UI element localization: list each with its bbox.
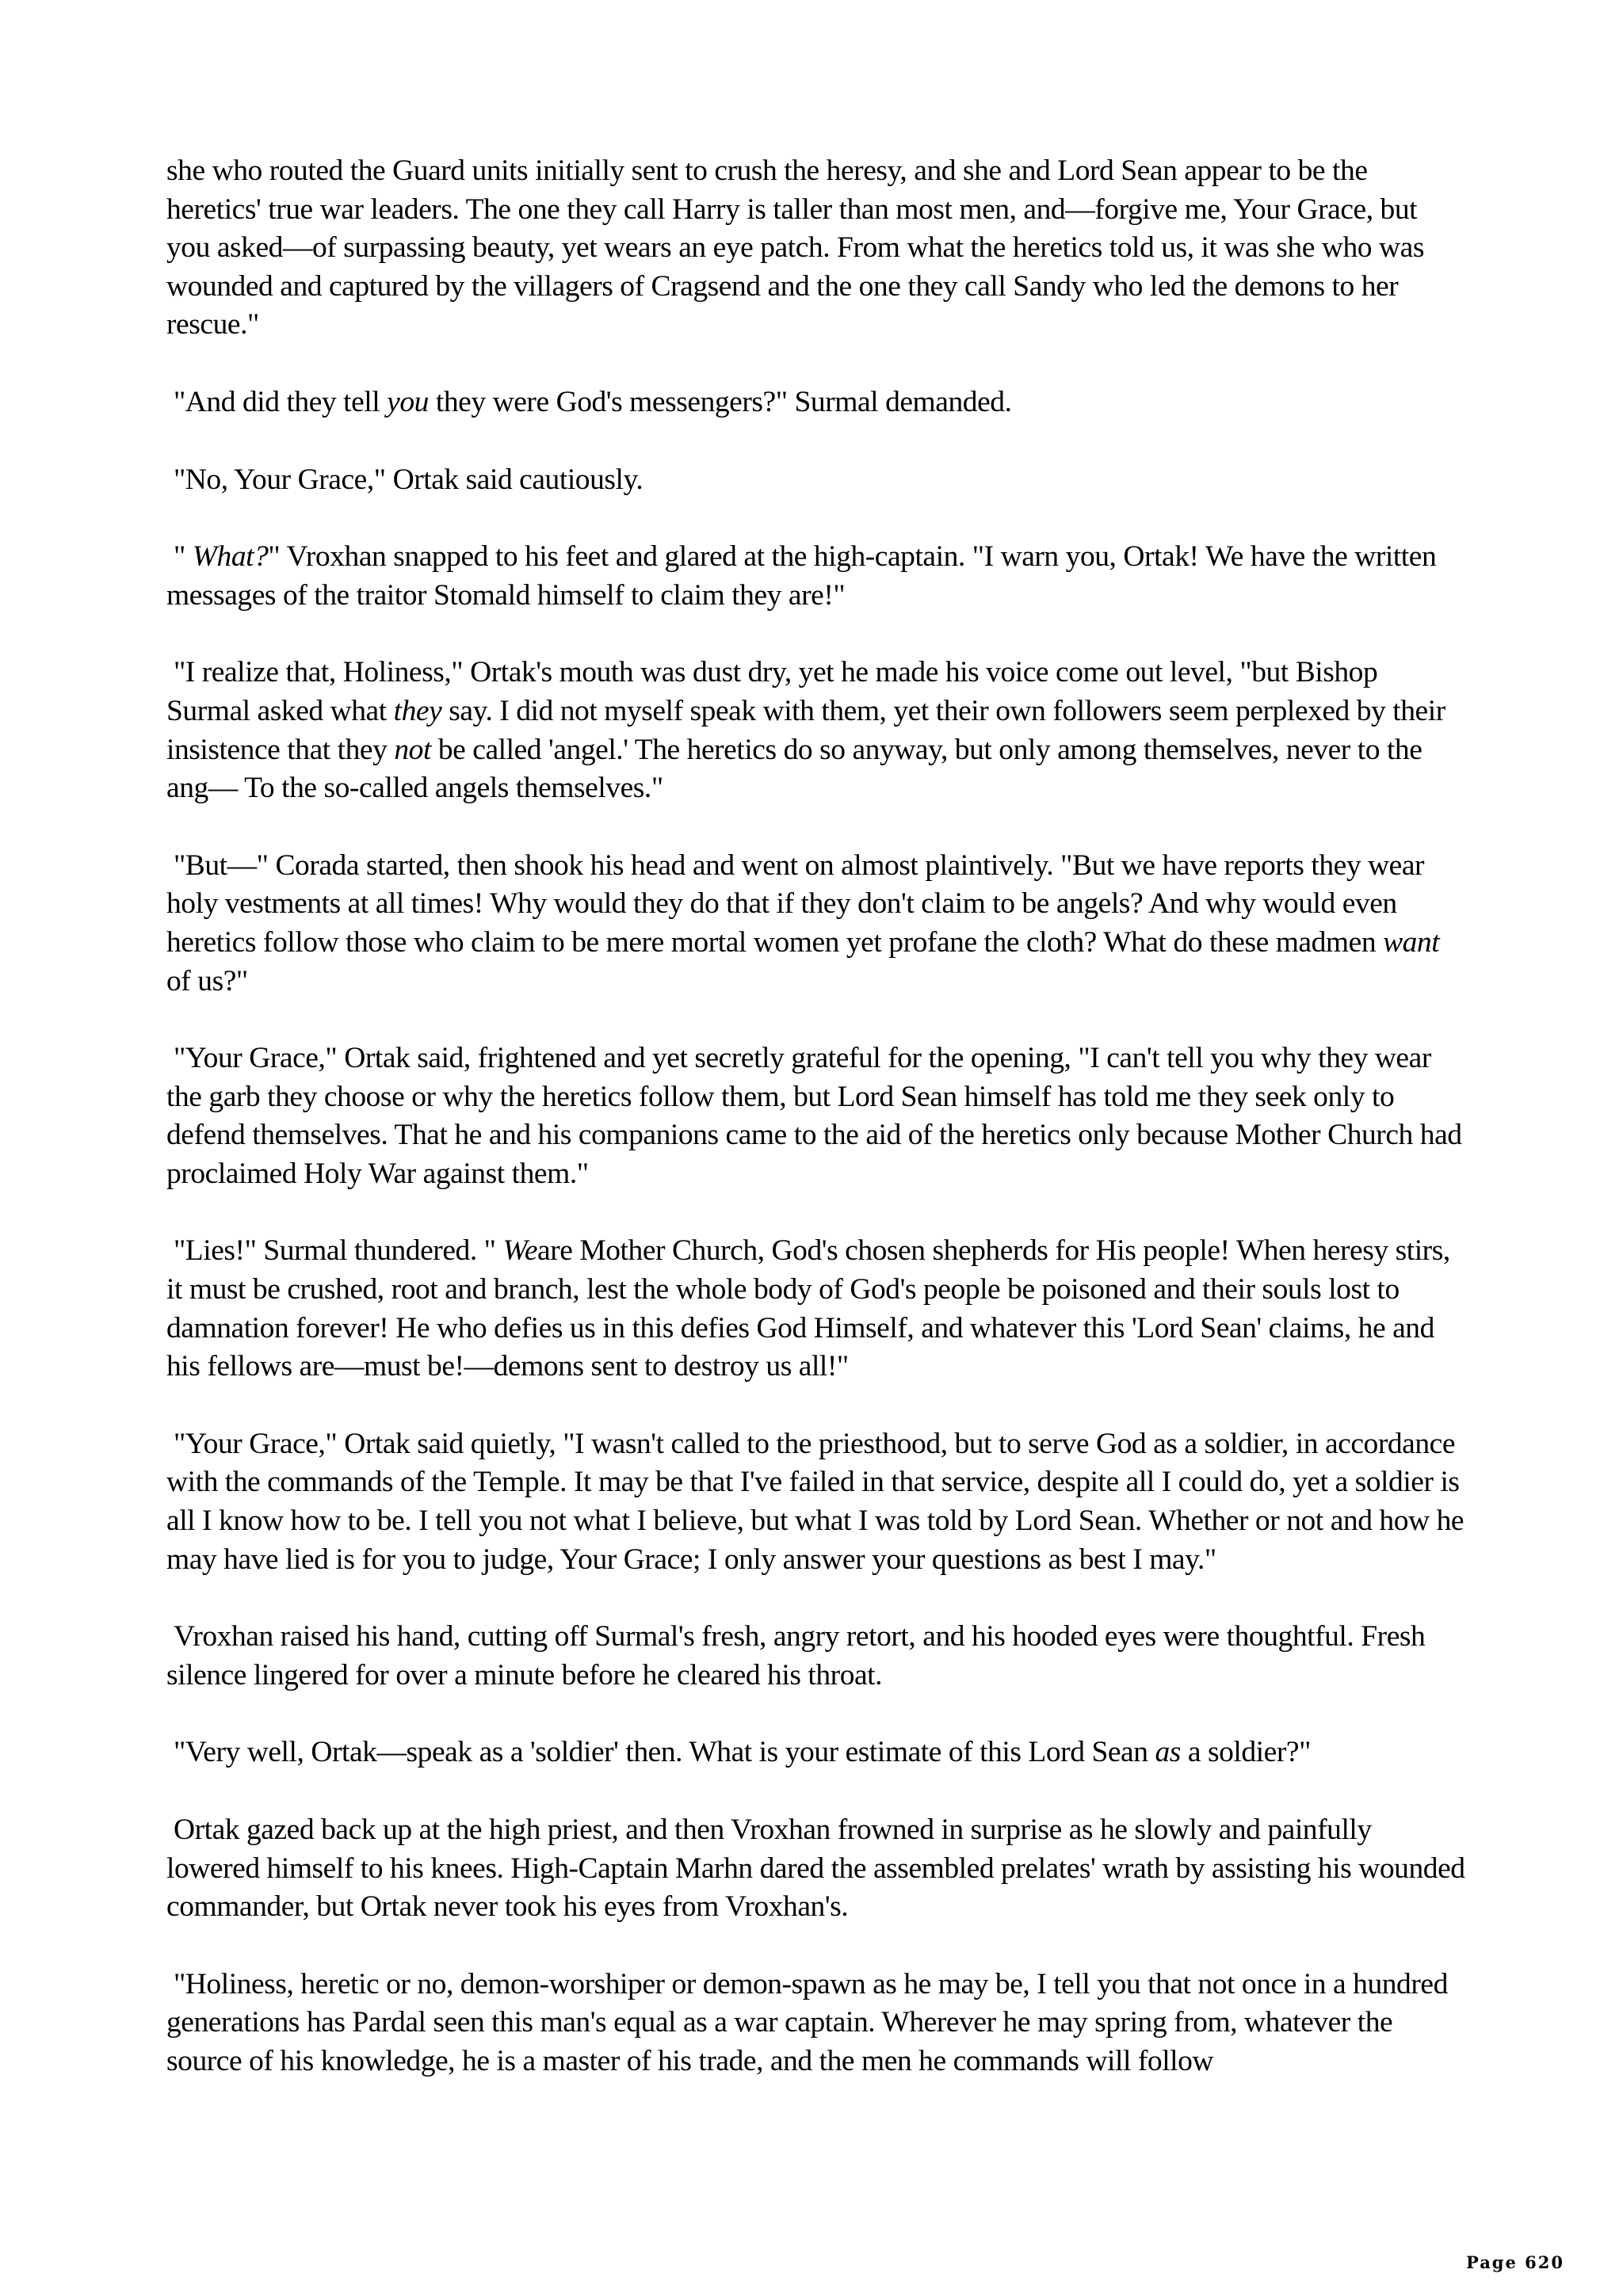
text-run: "Lies!" Surmal thundered. " [166,1234,503,1268]
text-run: she who routed the Guard units initially sent to crush the heresy, and she and Lord Sean appear to be the heretics' true war leaders. The one they call Harry is taller than most men, and—forgive me, Your Grace, but you asked—of surpassing beauty, yet wears an eye patch. From what the heretics told us, it was she who was wounded and captured by the villagers of Cragsend and the one they call Sandy who led the demons to her rescue." [166,154,1431,341]
text-run: "I realize that, Holiness," Ortak's mouth was dust dry, yet he made his voice come out level, "but Bishop Surmal asked what [166,656,1385,727]
paragraph [166,1966,1466,2081]
page-number: Page 620 [1465,2252,1564,2272]
italic-text: want [1383,925,1440,959]
body-text [166,152,1472,2120]
text-run: "Holiness, heretic or no, demon-worshiper or demon-spawn as he may be, I tell you that not once in a hundred generations has Pardal seen this man's equal as a war captain. Wherever he may spring from, whatever the source of his knowledge, he is a master of his trade, and the men he commands will follow [166,1967,1455,2077]
text-run: Vroxhan raised his hand, cutting off Surmal's fresh, angry retort, and his hooded eyes were thoughtful. Fresh silence lingered for over a minute before he cleared his throat. [166,1620,1433,1691]
text-run: be called 'angel.' The heretics do so anyway, but only among themselves, never to the ang— To the so-called angels themselves." [166,733,1430,805]
italic-text: you [387,385,429,418]
text-run: are Mother Church, God's chosen shepherds for His people! When heresy stirs, it must be crushed, root and branch, lest the whole body of God's people be poisoned and their souls lost to damnation forever! He who defies us in this defies God Himself, and whatever this 'Lord Sean' claims, he and his fellows are—must be!—demons sent to destroy us all!" [166,1234,1457,1383]
paragraph [166,461,1466,500]
text-run: they were God's messengers?" Surmal demanded. [428,385,1012,418]
text-run: "Your Grace," Ortak said quietly, "I wasn't called to the priesthood, but to serve God as a soldier, in accordance with the commands of the Temple. It may be that I've failed in that service, despite all I could do, yet a soldier is all I know how to be. I tell you not what I believe, but what I was told by Lord Sean. Whether or not and how he may have lied is for you to judge, Your Grace; I only answer your questions as best I may." [166,1427,1472,1576]
text-run: "Your Grace," Ortak said, frightened and yet secretly grateful for the opening, "I can't tell you why they wear the garb they choose or why the heretics follow them, but Lord Sean himself has told me they seek only to defend themselves. That he and his companions came to the aid of the heretics only because Mother Church had proclaimed Holy War against them." [166,1042,1469,1190]
italic-text: not [394,733,431,766]
italic-text: We [502,1234,538,1268]
text-run: "Very well, Ortak—speak as a 'soldier' then. What is your estimate of this Lord Sean [166,1736,1155,1769]
italic-text: they [393,694,442,727]
italic-text: as [1155,1736,1181,1769]
text-run: "And did they tell [166,385,388,418]
paragraph [166,152,1466,345]
italic-text: What? [192,540,269,574]
paragraph [166,1425,1472,1579]
paragraph [166,1811,1472,1927]
paragraph [166,1733,1466,1772]
paragraph [166,1039,1469,1193]
text-run: say. I did not myself speak with them, yet their own followers seem perplexed by their insistence that they [166,694,1453,766]
paragraph [166,383,1466,422]
text-run: a soldier?" [1180,1736,1311,1769]
paragraph [166,538,1466,615]
paragraph [166,1232,1466,1386]
text-run: "But—" Corada started, then shook his head and went on almost plaintively. "But we have reports they wear holy vestments at all times! Why would they do that if they don't claim to be angels? And why would even heretics follow those who claim to be mere mortal women yet profane the cloth? What do these madmen [166,849,1432,959]
text-run: " Vroxhan snapped to his feet and glared at the high-captain. "I warn you, Ortak! We have the written messages of the traitor Stomald himself to claim they are!" [166,540,1444,612]
text-run: of us?" [166,925,1447,997]
paragraph [166,847,1466,1001]
text-run: "No, Your Grace," Ortak said cautiously. [166,463,643,496]
paragraph [166,654,1466,807]
paragraph [166,1618,1466,1695]
text-run: Ortak gazed back up at the high priest, and then Vroxhan frowned in surprise as he slowly and painfully lowered himself to his knees. High-Captain Marhn dared the assembled prelates' wrath by assisting his wounded commander, but Ortak never took his eyes from Vroxhan's. [166,1814,1472,1924]
text-run: " [166,540,193,574]
